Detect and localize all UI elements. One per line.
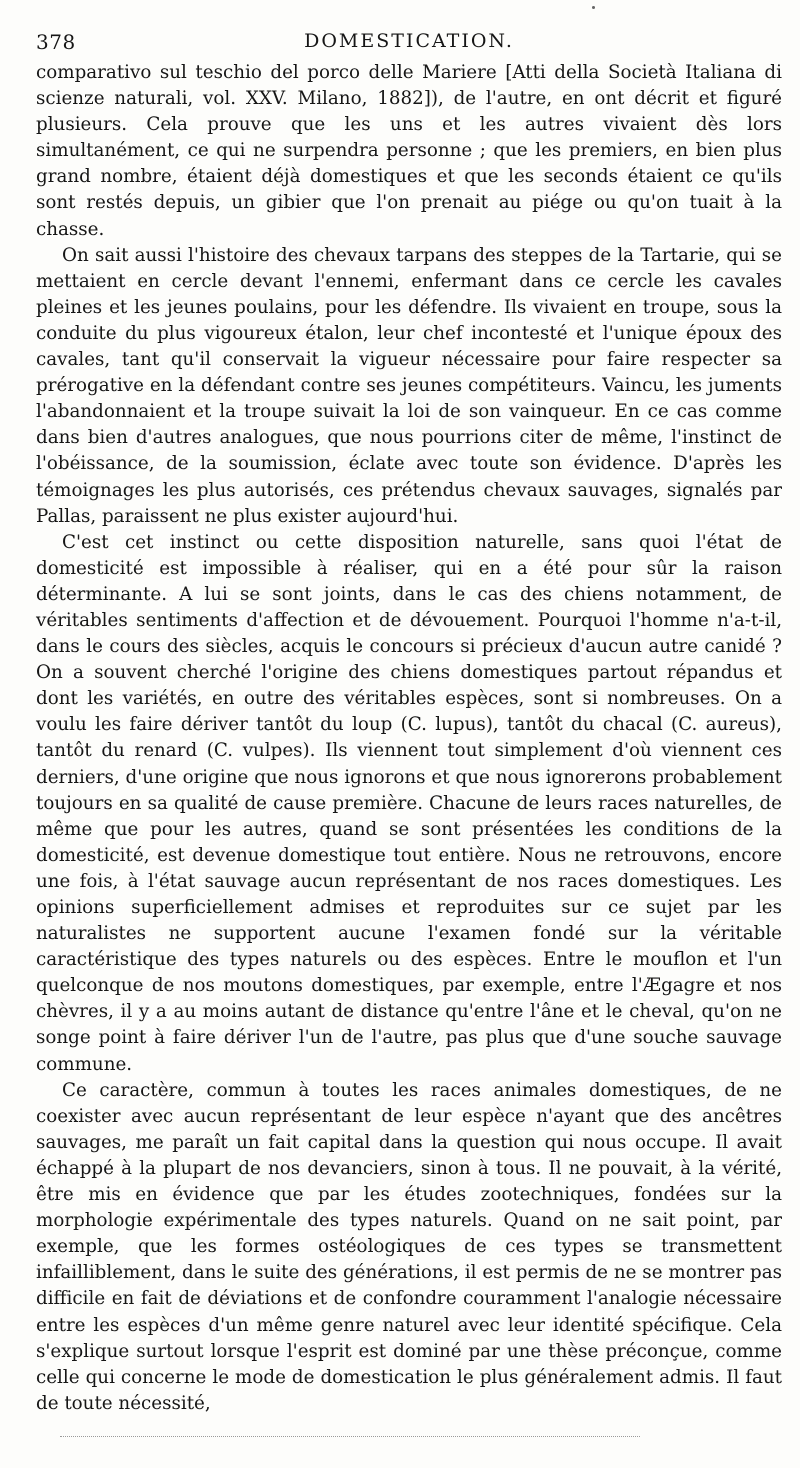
body-text [36,60,782,1417]
print-speck [592,6,595,9]
paragraph-2: On sait aussi l'histoire des chevaux tarpans des steppes de la Tartarie, qui se mettaient en cercle devant l'ennemi, enfermant dans ce cercle les cavales pleines et les jeunes poulains, pour les défendre. Ils vivaient en troupe, sous la conduite du plus vigoureux étalon, leur chef incontesté et l'unique époux des cavales, tant qu'il conservait la vigueur nécessaire pour faire respecter sa prérogative en la défendant contre ses jeunes compétiteurs. Vaincu, les juments l'abandonnaient et la troupe suivait la loi de son vainqueur. En ce cas comme dans bien d'autres analogues, que nous pourrions citer de même, l'instinct de l'obéissance, de la soumission, éclate avec toute son évidence. D'après les témoignages les plus autorisés, ces prétendus chevaux sauvages, signalés par Pallas, paraissent ne plus exister aujourd'hui. [36,244,782,527]
paragraph-1: comparativo sul teschio del porco delle Mariere [Atti della Società Italiana di scienze naturali, vol. XXV. Milano, 1882]), de l'autre, en ont décrit et figuré plusieurs. Cela prouve que les uns et les autres vivaient dès lors simultanément, ce qui ne surpendra personne ; que les premiers, en bien plus grand nombre, étaient déjà domestiques et que les seconds étaient ce qu'ils sont restés depuis, un gibier que l'on prenait au piége ou qu'on tuait à la chasse. [36,62,782,240]
paragraph-4: Ce caractère, commun à toutes les races animales domestiques, de ne coexister avec aucun représentant de leur espèce n'ayant que des ancêtres sauvages, me paraît un fait capital dans la question qui nous occupe. Il avait échappé à la plupart de nos devanciers, sinon à tous. Il ne pouvait, à la vérité, être mis en évidence que par les études zootechniques, fondées sur la morphologie expérimentale des types naturels. Quand on ne sait point, par exemple, que les formes ostéologiques de ces types se transmettent infailliblement, dans le suite des générations, il est permis de ne se montrer pas difficile en fait de déviations et de confondre couramment l'analogie nécessaire entre les espèces d'un même genre naturel avec leur identité spécifique. Cela s'explique surtout lorsque l'esprit est dominé par une thèse préconçue, comme celle qui concerne le mode de domestication le plus généralement admis. Il faut de toute nécessité, [36,1079,782,1414]
running-title: DOMESTICATION. [304,30,514,52]
page-header [36,30,782,58]
paragraph-3: C'est cet instinct ou cette disposition naturelle, sans quoi l'état de domesticité est impossible à réaliser, qui en a été pour sûr la raison déterminante. A lui se sont joints, dans le cas des chiens notamment, de véritables sentiments d'affection et de dévouement. Pourquoi l'homme n'a-t-il, dans le cours des siècles, acquis le concours si précieux d'aucun autre canidé ? On a souvent cherché l'origine des chiens domestiques partout répandus et dont les variétés, en outre des véritables espèces, sont si nombreuses. On a voulu les faire dériver tantôt du loup (C. lupus), tantôt du chacal (C. aureus), tantôt du renard (C. vulpes). Ils viennent tout simplement d'où viennent ces derniers, d'une origine que nous ignorons et que nous ignorerons probablement toujours en sa qualité de cause première. Chacune de leurs races naturelles, de même que pour les autres, quand se sont présentées les conditions de la domesticité, est devenue domestique tout entière. Nous ne retrouvons, encore une fois, à l'état sauvage aucun représentant de nos races domestiques. Les opinions superficiellement admises et reproduites sur ce sujet par les naturalistes ne supportent aucune l'examen fondé sur la véritable caractéristique des types naturels ou des espèces. Entre le mouflon et l'un quelconque de nos moutons domestiques, par exemple, entre l'Ægagre et nos chèvres, il y a au moins autant de distance qu'entre l'âne et le cheval, qu'on ne songe point à faire dériver l'un de l'autre, pas plus que d'une souche sauvage commune. [36,531,782,1075]
page-number: 378 [36,30,76,54]
footer-dotted-line [60,1436,640,1437]
